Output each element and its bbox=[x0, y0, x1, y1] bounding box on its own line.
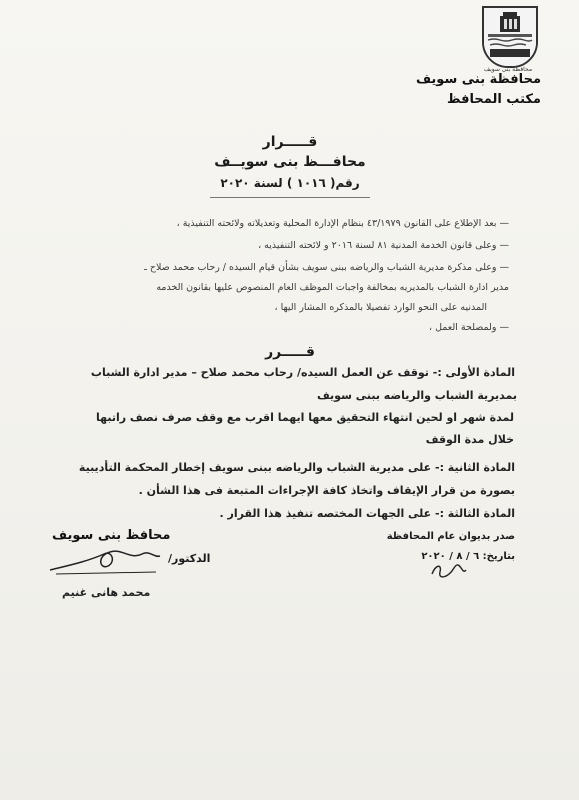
article-second: المادة الثانية :- على مديرية الشباب والرياضه ببنى سويف إخطار المحكمة التأديبية bbox=[78, 461, 515, 474]
logo-caption: محافظة بنى سويف bbox=[483, 66, 533, 73]
office-name: مكتب المحافظ bbox=[447, 92, 541, 107]
article-second-cont: بصورة من قرار الإيقاف واتخاذ كافة الإجراءات المتبعة فى هذا الشأن . bbox=[138, 484, 515, 497]
signatory-title: محافظ بنى سويف bbox=[52, 528, 171, 543]
decree-number: رقم( ١٠١٦ ) لسنة ٢٠٢٠ bbox=[220, 176, 360, 190]
governorate-name: محافظة بنى سويف bbox=[415, 72, 541, 87]
article-first-cont: خلال مدة الوقف bbox=[425, 433, 514, 446]
governorate-logo bbox=[482, 6, 538, 68]
preamble-line: المدنيه على النحو الوارد تفصيلا بالمذكره المشار اليها ، bbox=[274, 302, 487, 313]
decides-heading: قـــــرر bbox=[265, 344, 315, 360]
article-third: المادة الثالثة :- على الجهات المختصه تنفيذ هذا القرار . bbox=[219, 507, 515, 520]
preamble-line: — وعلى مذكرة مديرية الشباب والرياضه ببنى سويف بشأن قيام السيده / رحاب محمد صلاح ـ bbox=[144, 262, 509, 273]
date-initials bbox=[428, 562, 468, 582]
divider bbox=[210, 197, 370, 198]
preamble-line: — بعد الإطلاع على القانون ٤٣/١٩٧٩ بنظام الإدارة المحلية وتعديلاته ولائحته التنفيذية ، bbox=[176, 218, 509, 229]
preamble-line: — ولمصلحة العمل ، bbox=[428, 322, 509, 333]
governor-signature bbox=[46, 544, 164, 580]
issue-date: بتاريخ: ٦ / ٨ / ٢٠٢٠ bbox=[421, 551, 515, 562]
governor-heading: محافـــظ بنى سويــف bbox=[214, 154, 366, 170]
preamble-line: مدير ادارة الشباب بالمديريه بمخالفة واجبات الموظف العام المنصوص عليها بقانون الخدمه bbox=[156, 282, 509, 293]
article-first-cont: بمديرية الشباب والرياضه ببنى سويف bbox=[316, 389, 517, 402]
decision-heading: قـــــرار bbox=[262, 134, 318, 150]
doctor-label: الدكتور/ bbox=[168, 552, 211, 565]
preamble-line: — وعلى قانون الخدمة المدنية ٨١ لسنة ٢٠١٦ و لائحته التنفيذيه ، bbox=[258, 240, 509, 251]
signatory-name: محمد هانى غنيم bbox=[62, 586, 151, 599]
issued-at: صدر بديوان عام المحافظة bbox=[386, 531, 515, 542]
article-first: المادة الأولى :- توقف عن العمل السيده/ رحاب محمد صلاح – مدير ادارة الشباب bbox=[90, 366, 515, 379]
article-first-cont: لمدة شهر او لحين انتهاء التحقيق معها ايهما اقرب مع وقف صرف نصف راتبها bbox=[95, 411, 514, 424]
